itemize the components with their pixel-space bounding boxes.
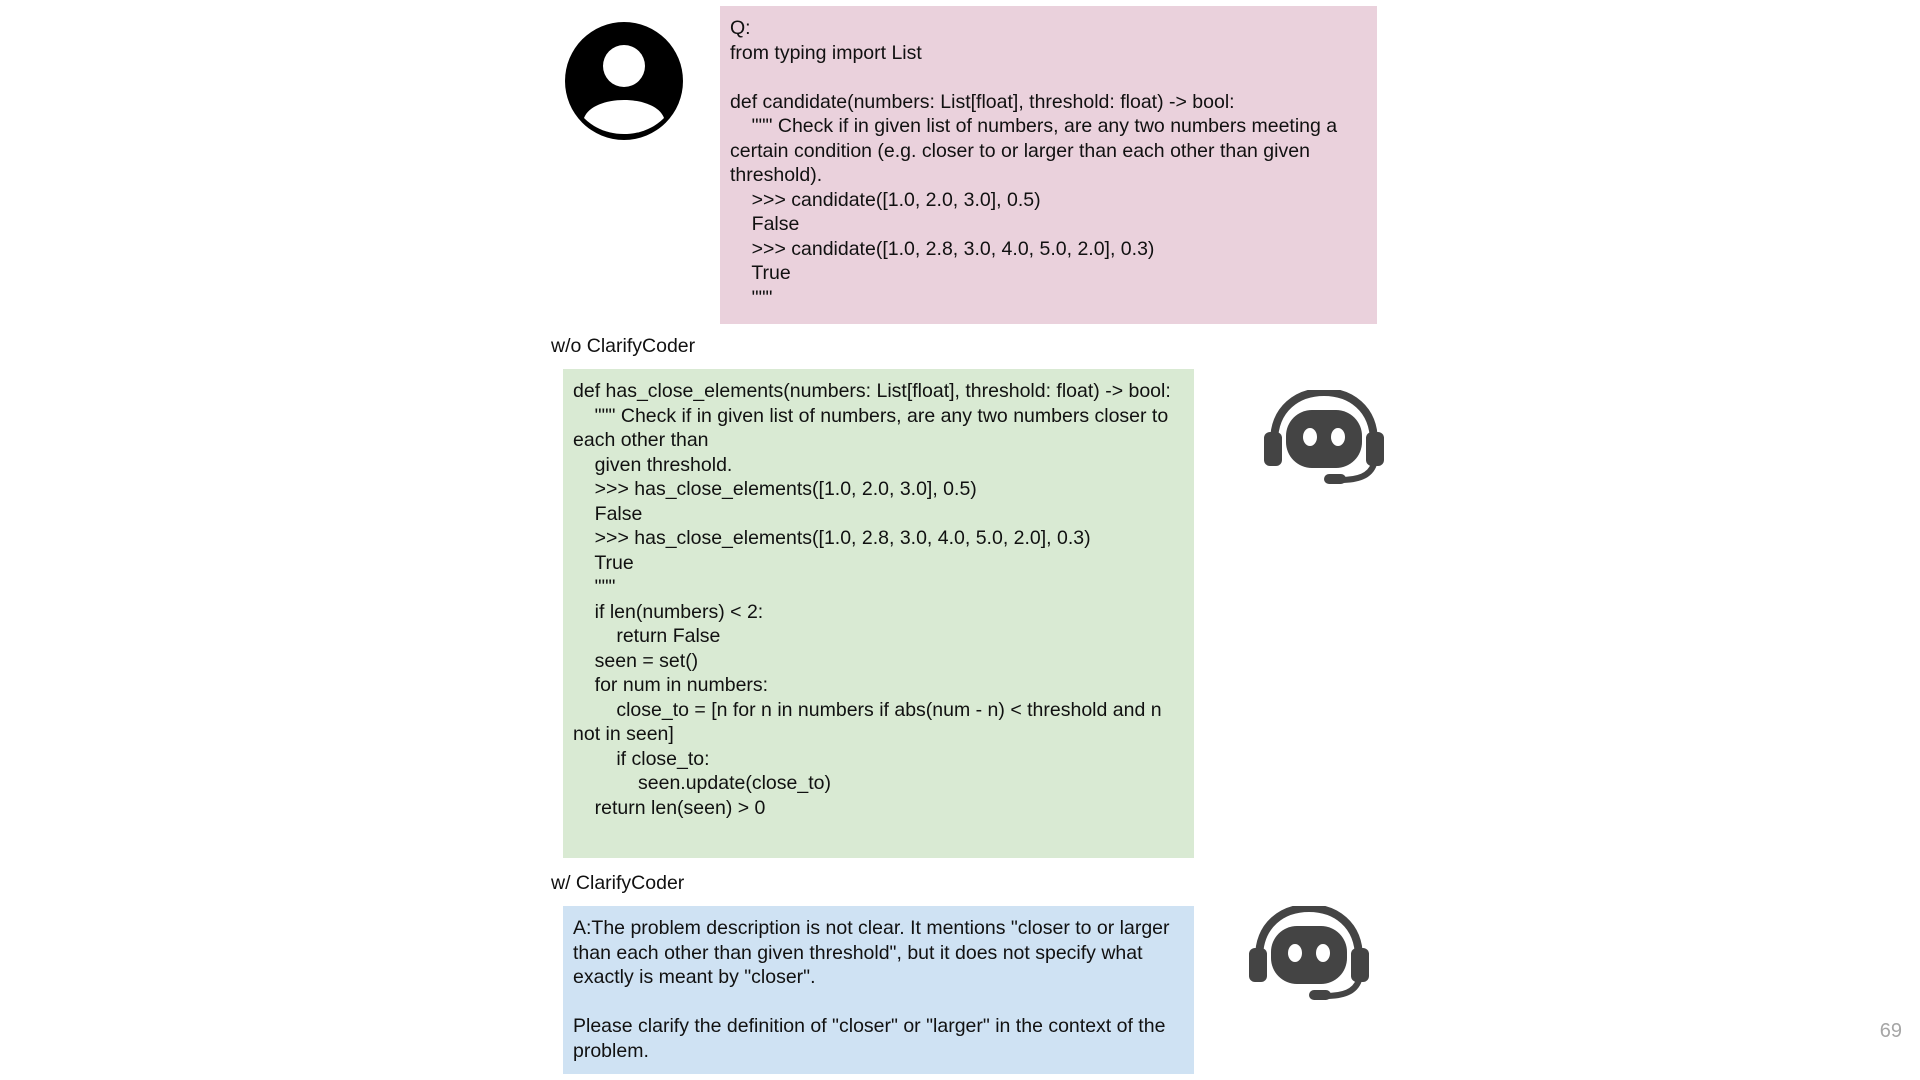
prompt-line: True [730,262,791,284]
robot-headset-icon [1262,390,1386,484]
code-line: >>> has_close_elements([1.0, 2.8, 3.0, 4.0, 5.0, 2.0], 0.3) [573,527,1091,549]
code-line: True [573,551,634,574]
user-prompt-box [720,6,1377,324]
user-avatar-icon [563,20,685,142]
prompt-line: """ [730,286,773,309]
prompt-line: from typing import List [730,41,922,64]
code-line: def has_close_elements(numbers: List[float], threshold: float) -> bool: [573,380,1171,402]
prompt-line: >>> candidate([1.0, 2.8, 3.0, 4.0, 5.0, 2.0], 0.3) [730,237,1155,260]
prompt-line: """ Check if in given list of numbers, are any two numbers meeting a certain condition (e.g. closer to or larger than each other than given threshold). [730,115,1343,186]
robot-headset-icon [1247,906,1371,1000]
without-clarifycoder-label: w/o ClarifyCoder [551,335,696,357]
prompt-line: >>> candidate([1.0, 2.0, 3.0], 0.5) [730,188,1041,211]
code-line: return False [573,625,721,647]
code-line: for num in numbers: [573,674,769,696]
code-line: if close_to: [573,747,710,770]
code-line: seen.update(close_to) [573,772,831,794]
prompt-line [730,65,1367,90]
code-line: """ [573,576,616,598]
with-clarifycoder-response [563,906,1194,1074]
answer-line: Please clarify the definition of "closer" or "larger" in the context of the problem. [573,1015,1171,1062]
code-line: False [573,502,643,525]
prompt-line: def candidate(numbers: List[float], threshold: float) -> bool: [730,90,1235,113]
code-line: given threshold. [573,453,733,476]
code-line: >>> has_close_elements([1.0, 2.0, 3.0], 0.5) [573,478,977,500]
answer-line [573,990,1184,1015]
with-clarifycoder-label: w/ ClarifyCoder [551,872,685,894]
prompt-line: False [730,213,800,235]
code-line: """ Check if in given list of numbers, are any two numbers closer to each other than [573,404,1174,451]
page-number: 69 [1879,1020,1902,1042]
code-line: close_to = [n for n in numbers if abs(num - n) < threshold and n not in seen] [573,698,1167,745]
without-clarifycoder-response [563,369,1194,858]
code-line: return len(seen) > 0 [573,796,766,819]
answer-line: A:The problem description is not clear. It mentions "closer to or larger than each other than given threshold", but it does not specify what exactly is meant by "closer". [573,917,1175,988]
code-line: seen = set() [573,649,699,672]
prompt-line: Q: [730,17,751,39]
code-line: if len(numbers) < 2: [573,600,764,623]
